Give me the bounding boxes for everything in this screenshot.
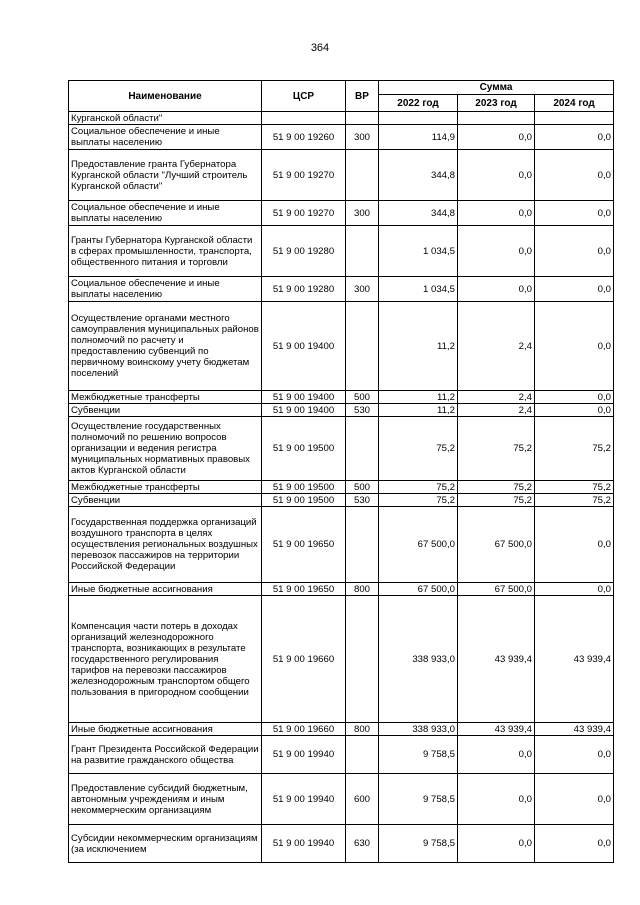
cell-csr: 51 9 00 19500 xyxy=(262,417,346,481)
cell-csr: 51 9 00 19660 xyxy=(262,596,346,723)
table-row xyxy=(69,723,614,736)
cell-name: Межбюджетные трансферты xyxy=(69,481,262,494)
cell-2024: 0,0 xyxy=(535,774,614,825)
cell-2024: 0,0 xyxy=(535,277,614,302)
table-row xyxy=(69,112,614,125)
cell-2023 xyxy=(458,112,535,125)
cell-csr: 51 9 00 19940 xyxy=(262,736,346,774)
cell-2024: 75,2 xyxy=(535,417,614,481)
cell-2023: 2,4 xyxy=(458,391,535,404)
header-year-2023: 2023 год xyxy=(458,95,535,112)
cell-2024: 0,0 xyxy=(535,391,614,404)
cell-vr xyxy=(346,596,379,723)
cell-2023: 0,0 xyxy=(458,125,535,150)
cell-csr: 51 9 00 19260 xyxy=(262,125,346,150)
header-year-2022: 2022 год xyxy=(379,95,458,112)
cell-2023: 2,4 xyxy=(458,302,535,391)
cell-csr: 51 9 00 19400 xyxy=(262,404,346,417)
cell-2022: 1 034,5 xyxy=(379,226,458,277)
table-row xyxy=(69,583,614,596)
cell-vr: 300 xyxy=(346,201,379,226)
table-row xyxy=(69,404,614,417)
cell-csr: 51 9 00 19500 xyxy=(262,494,346,507)
cell-2022: 344,8 xyxy=(379,150,458,201)
cell-name: Иные бюджетные ассигнования xyxy=(69,583,262,596)
table-body xyxy=(69,112,614,863)
cell-2022: 344,8 xyxy=(379,201,458,226)
cell-name: Субсидии некоммерческим организациям (за исключением xyxy=(69,825,262,863)
header-vr: ВР xyxy=(346,81,379,112)
table-row xyxy=(69,417,614,481)
cell-name: Предоставление гранта Губернатора Курганской области "Лучший строитель Курганской области" xyxy=(69,150,262,201)
cell-vr xyxy=(346,736,379,774)
budget-table xyxy=(68,80,614,863)
cell-name: Компенсация части потерь в доходах организаций железнодорожного транспорта, возникающих в результате государственного регулирования тарифов на перевозки пассажиров железнодорожным транспортом общего пользования в пригородном сообщении xyxy=(69,596,262,723)
cell-vr: 530 xyxy=(346,494,379,507)
cell-2024: 0,0 xyxy=(535,201,614,226)
cell-2022: 9 758,5 xyxy=(379,825,458,863)
cell-vr: 300 xyxy=(346,277,379,302)
cell-vr: 800 xyxy=(346,723,379,736)
cell-csr: 51 9 00 19650 xyxy=(262,507,346,583)
cell-2023: 75,2 xyxy=(458,481,535,494)
cell-vr: 630 xyxy=(346,825,379,863)
header-sum: Сумма xyxy=(379,81,614,95)
cell-vr: 500 xyxy=(346,391,379,404)
cell-name: Грант Президента Российской Федерации на развитие гражданского общества xyxy=(69,736,262,774)
header-csr: ЦСР xyxy=(262,81,346,112)
cell-2023: 0,0 xyxy=(458,277,535,302)
cell-name: Иные бюджетные ассигнования xyxy=(69,723,262,736)
cell-2022: 11,2 xyxy=(379,302,458,391)
table-row xyxy=(69,825,614,863)
cell-2022: 67 500,0 xyxy=(379,507,458,583)
cell-vr xyxy=(346,150,379,201)
table-row xyxy=(69,125,614,150)
cell-vr xyxy=(346,302,379,391)
cell-name: Предоставление субсидий бюджетным, автономным учреждениям и иным некоммерческим организациям xyxy=(69,774,262,825)
cell-2024: 75,2 xyxy=(535,481,614,494)
table-row xyxy=(69,736,614,774)
cell-2023: 43 939,4 xyxy=(458,723,535,736)
cell-2023: 0,0 xyxy=(458,736,535,774)
cell-vr xyxy=(346,112,379,125)
cell-csr xyxy=(262,112,346,125)
cell-2024 xyxy=(535,112,614,125)
cell-2024: 0,0 xyxy=(535,583,614,596)
table-row xyxy=(69,481,614,494)
cell-2023: 75,2 xyxy=(458,494,535,507)
cell-2022: 9 758,5 xyxy=(379,774,458,825)
cell-2024: 0,0 xyxy=(535,226,614,277)
cell-csr: 51 9 00 19660 xyxy=(262,723,346,736)
cell-2024: 0,0 xyxy=(535,507,614,583)
table-row xyxy=(69,391,614,404)
cell-2022: 75,2 xyxy=(379,417,458,481)
cell-2024: 0,0 xyxy=(535,125,614,150)
cell-name: Межбюджетные трансферты xyxy=(69,391,262,404)
table-row xyxy=(69,507,614,583)
cell-2024: 0,0 xyxy=(535,302,614,391)
cell-2023: 67 500,0 xyxy=(458,583,535,596)
cell-name: Социальное обеспечение и иные выплаты населению xyxy=(69,201,262,226)
cell-csr: 51 9 00 19270 xyxy=(262,150,346,201)
cell-csr: 51 9 00 19500 xyxy=(262,481,346,494)
cell-csr: 51 9 00 19400 xyxy=(262,302,346,391)
cell-2024: 43 939,4 xyxy=(535,723,614,736)
table-row xyxy=(69,150,614,201)
cell-2023: 2,4 xyxy=(458,404,535,417)
cell-name: Курганской области" xyxy=(69,112,262,125)
cell-2022: 9 758,5 xyxy=(379,736,458,774)
cell-2023: 0,0 xyxy=(458,201,535,226)
cell-vr: 530 xyxy=(346,404,379,417)
cell-2024: 0,0 xyxy=(535,736,614,774)
table-row xyxy=(69,494,614,507)
cell-2023: 67 500,0 xyxy=(458,507,535,583)
cell-vr: 800 xyxy=(346,583,379,596)
cell-csr: 51 9 00 19400 xyxy=(262,391,346,404)
cell-csr: 51 9 00 19940 xyxy=(262,774,346,825)
cell-2022 xyxy=(379,112,458,125)
cell-csr: 51 9 00 19940 xyxy=(262,825,346,863)
cell-2024: 0,0 xyxy=(535,825,614,863)
cell-2022: 75,2 xyxy=(379,481,458,494)
cell-2023: 0,0 xyxy=(458,825,535,863)
cell-2024: 0,0 xyxy=(535,150,614,201)
cell-name: Социальное обеспечение и иные выплаты населению xyxy=(69,277,262,302)
cell-name: Гранты Губернатора Курганской области в сферах промышленности, транспорта, общественного питания и торговли xyxy=(69,226,262,277)
table-row xyxy=(69,774,614,825)
cell-2023: 0,0 xyxy=(458,774,535,825)
cell-vr: 600 xyxy=(346,774,379,825)
cell-name: Государственная поддержка организаций воздушного транспорта в целях осуществления региональных воздушных перевозок пассажиров на территории Российской Федерации xyxy=(69,507,262,583)
cell-2024: 0,0 xyxy=(535,404,614,417)
cell-vr: 300 xyxy=(346,125,379,150)
cell-2023: 43 939,4 xyxy=(458,596,535,723)
cell-2022: 114,9 xyxy=(379,125,458,150)
cell-2023: 75,2 xyxy=(458,417,535,481)
table-row xyxy=(69,596,614,723)
table-row xyxy=(69,226,614,277)
cell-2023: 0,0 xyxy=(458,150,535,201)
cell-name: Осуществление органами местного самоуправления муниципальных районов полномочий по расчету и предоставлению субвенций по первичному воинскому учету бюджетам поселений xyxy=(69,302,262,391)
cell-2022: 75,2 xyxy=(379,494,458,507)
table-row xyxy=(69,277,614,302)
cell-2022: 338 933,0 xyxy=(379,596,458,723)
cell-2022: 67 500,0 xyxy=(379,583,458,596)
cell-vr xyxy=(346,507,379,583)
cell-vr: 500 xyxy=(346,481,379,494)
page-number: 364 xyxy=(310,42,330,54)
cell-2022: 11,2 xyxy=(379,391,458,404)
header-year-2024: 2024 год xyxy=(535,95,614,112)
cell-2022: 11,2 xyxy=(379,404,458,417)
table-row xyxy=(69,302,614,391)
cell-csr: 51 9 00 19280 xyxy=(262,226,346,277)
table-row xyxy=(69,201,614,226)
cell-vr xyxy=(346,417,379,481)
cell-vr xyxy=(346,226,379,277)
cell-2022: 338 933,0 xyxy=(379,723,458,736)
cell-name: Осуществление государственных полномочий по решению вопросов организации и ведения регистра муниципальных нормативных правовых актов Курганской области xyxy=(69,417,262,481)
cell-2024: 75,2 xyxy=(535,494,614,507)
header-name: Наименование xyxy=(69,81,262,112)
cell-2024: 43 939,4 xyxy=(535,596,614,723)
cell-csr: 51 9 00 19270 xyxy=(262,201,346,226)
cell-csr: 51 9 00 19650 xyxy=(262,583,346,596)
cell-csr: 51 9 00 19280 xyxy=(262,277,346,302)
cell-2023: 0,0 xyxy=(458,226,535,277)
cell-name: Субвенции xyxy=(69,404,262,417)
cell-2022: 1 034,5 xyxy=(379,277,458,302)
cell-name: Субвенции xyxy=(69,494,262,507)
cell-name: Социальное обеспечение и иные выплаты населению xyxy=(69,125,262,150)
